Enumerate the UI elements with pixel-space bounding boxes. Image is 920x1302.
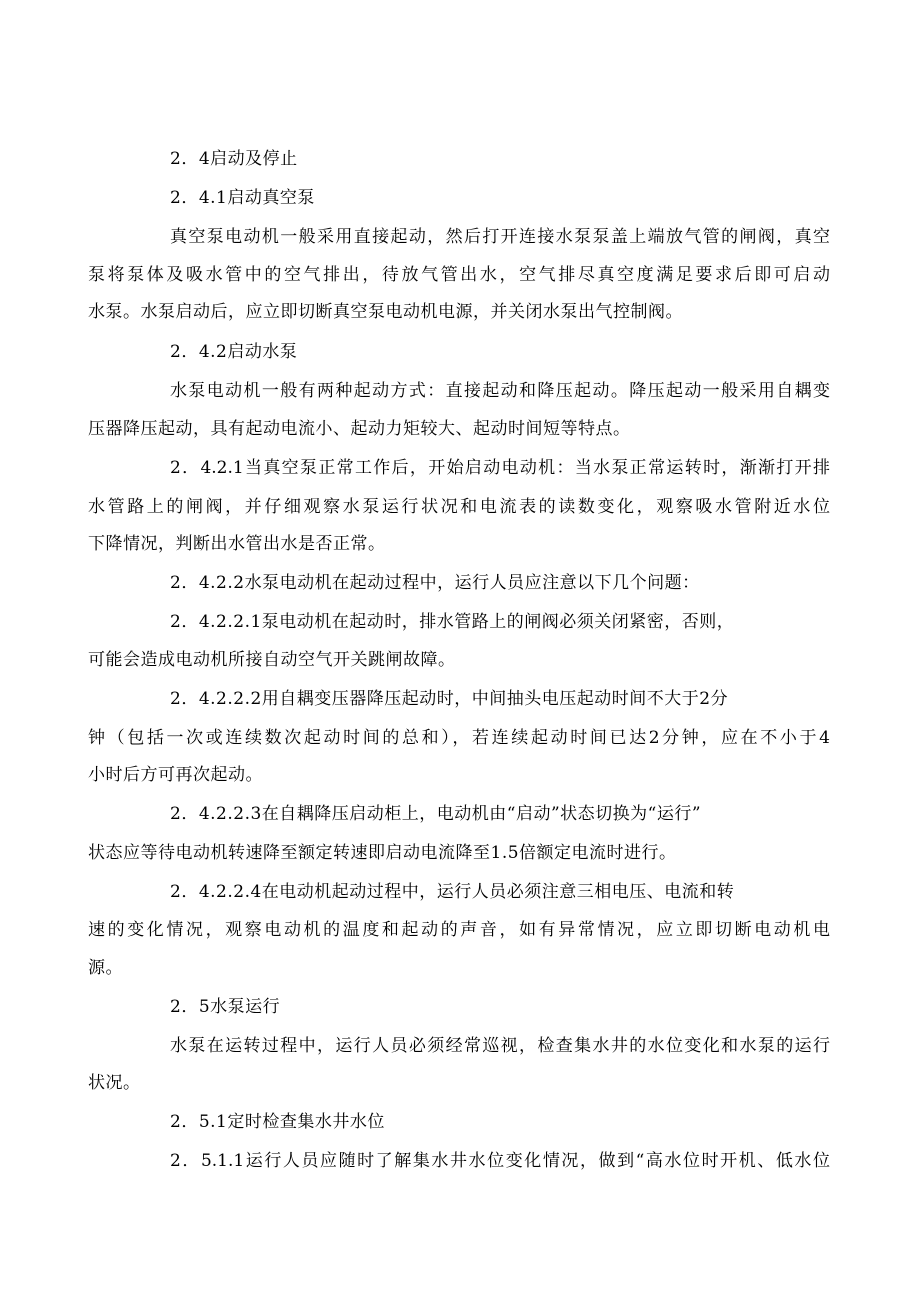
section-heading-2-4-1: 2．4.1启动真空泵 [170,188,315,208]
paragraph-line: 水管路上的闸阀，并仔细观察水泵运行状况和电流表的读数变化，观察吸水管附近水位 [88,497,830,517]
section-heading-2-5: 2．5水泵运行 [170,997,281,1017]
paragraph-line: 真空泵电动机一般采用直接起动，然后打开连接水泵泵盖上端放气管的闸阀，真空 [170,227,830,247]
section-heading-2-5-1: 2．5.1定时检查集水井水位 [170,1112,385,1132]
paragraph-line: 2．4.2.1当真空泵正常工作后，开始启动电动机：当水泵正常运转时，渐渐打开排 [170,458,830,478]
paragraph-line: 状况。 [88,1073,141,1093]
paragraph-line: 速的变化情况，观察电动机的温度和起动的声音，如有异常情况，应立即切断电动机电 [88,920,830,940]
paragraph-line: 源。 [88,958,123,978]
paragraph-line: 水泵电动机一般有两种起动方式：直接起动和降压起动。降压起动一般采用自耦变 [170,381,830,401]
section-heading-2-4-2: 2．4.2启动水泵 [170,342,298,362]
paragraph-line: 钟（包括一次或连续数次起动时间的总和），若连续起动时间已达2分钟，应在不小于4 [88,728,830,748]
paragraph-line: 泵将泵体及吸水管中的空气排出，待放气管出水，空气排尽真空度满足要求后即可启动 [88,265,830,285]
paragraph-line: 2．4.2.2.4在电动机起动过程中，运行人员必须注意三相电压、电流和转 [170,882,735,902]
paragraph-line: 2．4.2.2.3在自耦降压启动柜上，电动机由“启动”状态切换为“运行” [170,804,702,824]
paragraph-line: 水泵。水泵启动后，应立即切断真空泵电动机电源，并关闭水泵出气控制阀。 [88,302,683,322]
section-heading-2-4-2-2: 2．4.2.2水泵电动机在起动过程中，运行人员应注意以下几个问题： [170,573,700,593]
paragraph-line: 可能会造成电动机所接自动空气开关跳闸故障。 [88,650,456,670]
paragraph-line: 小时后方可再次起动。 [88,765,263,785]
paragraph-line: 状态应等待电动机转速降至额定转速即启动电流降至1.5倍额定电流时进行。 [88,843,677,863]
paragraph-line: 2．4.2.2.2用自耦变压器降压起动时，中间抽头电压起动时间不大于2分 [170,689,729,709]
paragraph-line: 水泵在运转过程中，运行人员必须经常巡视，检查集水井的水位变化和水泵的运行 [170,1036,830,1056]
paragraph-line: 2．5.1.1运行人员应随时了解集水井水位变化情况，做到“高水位时开机、低水位 [170,1151,830,1171]
section-heading-2-4: 2．4启动及停止 [170,149,298,169]
paragraph-line: 2．4.2.2.1泵电动机在起动时，排水管路上的闸阀必须关闭紧密，否则， [170,612,735,632]
paragraph-line: 下降情况，判断出水管出水是否正常。 [88,534,386,554]
paragraph-line: 压器降压起动，具有起动电流小、起动力矩较大、起动时间短等特点。 [88,419,631,439]
